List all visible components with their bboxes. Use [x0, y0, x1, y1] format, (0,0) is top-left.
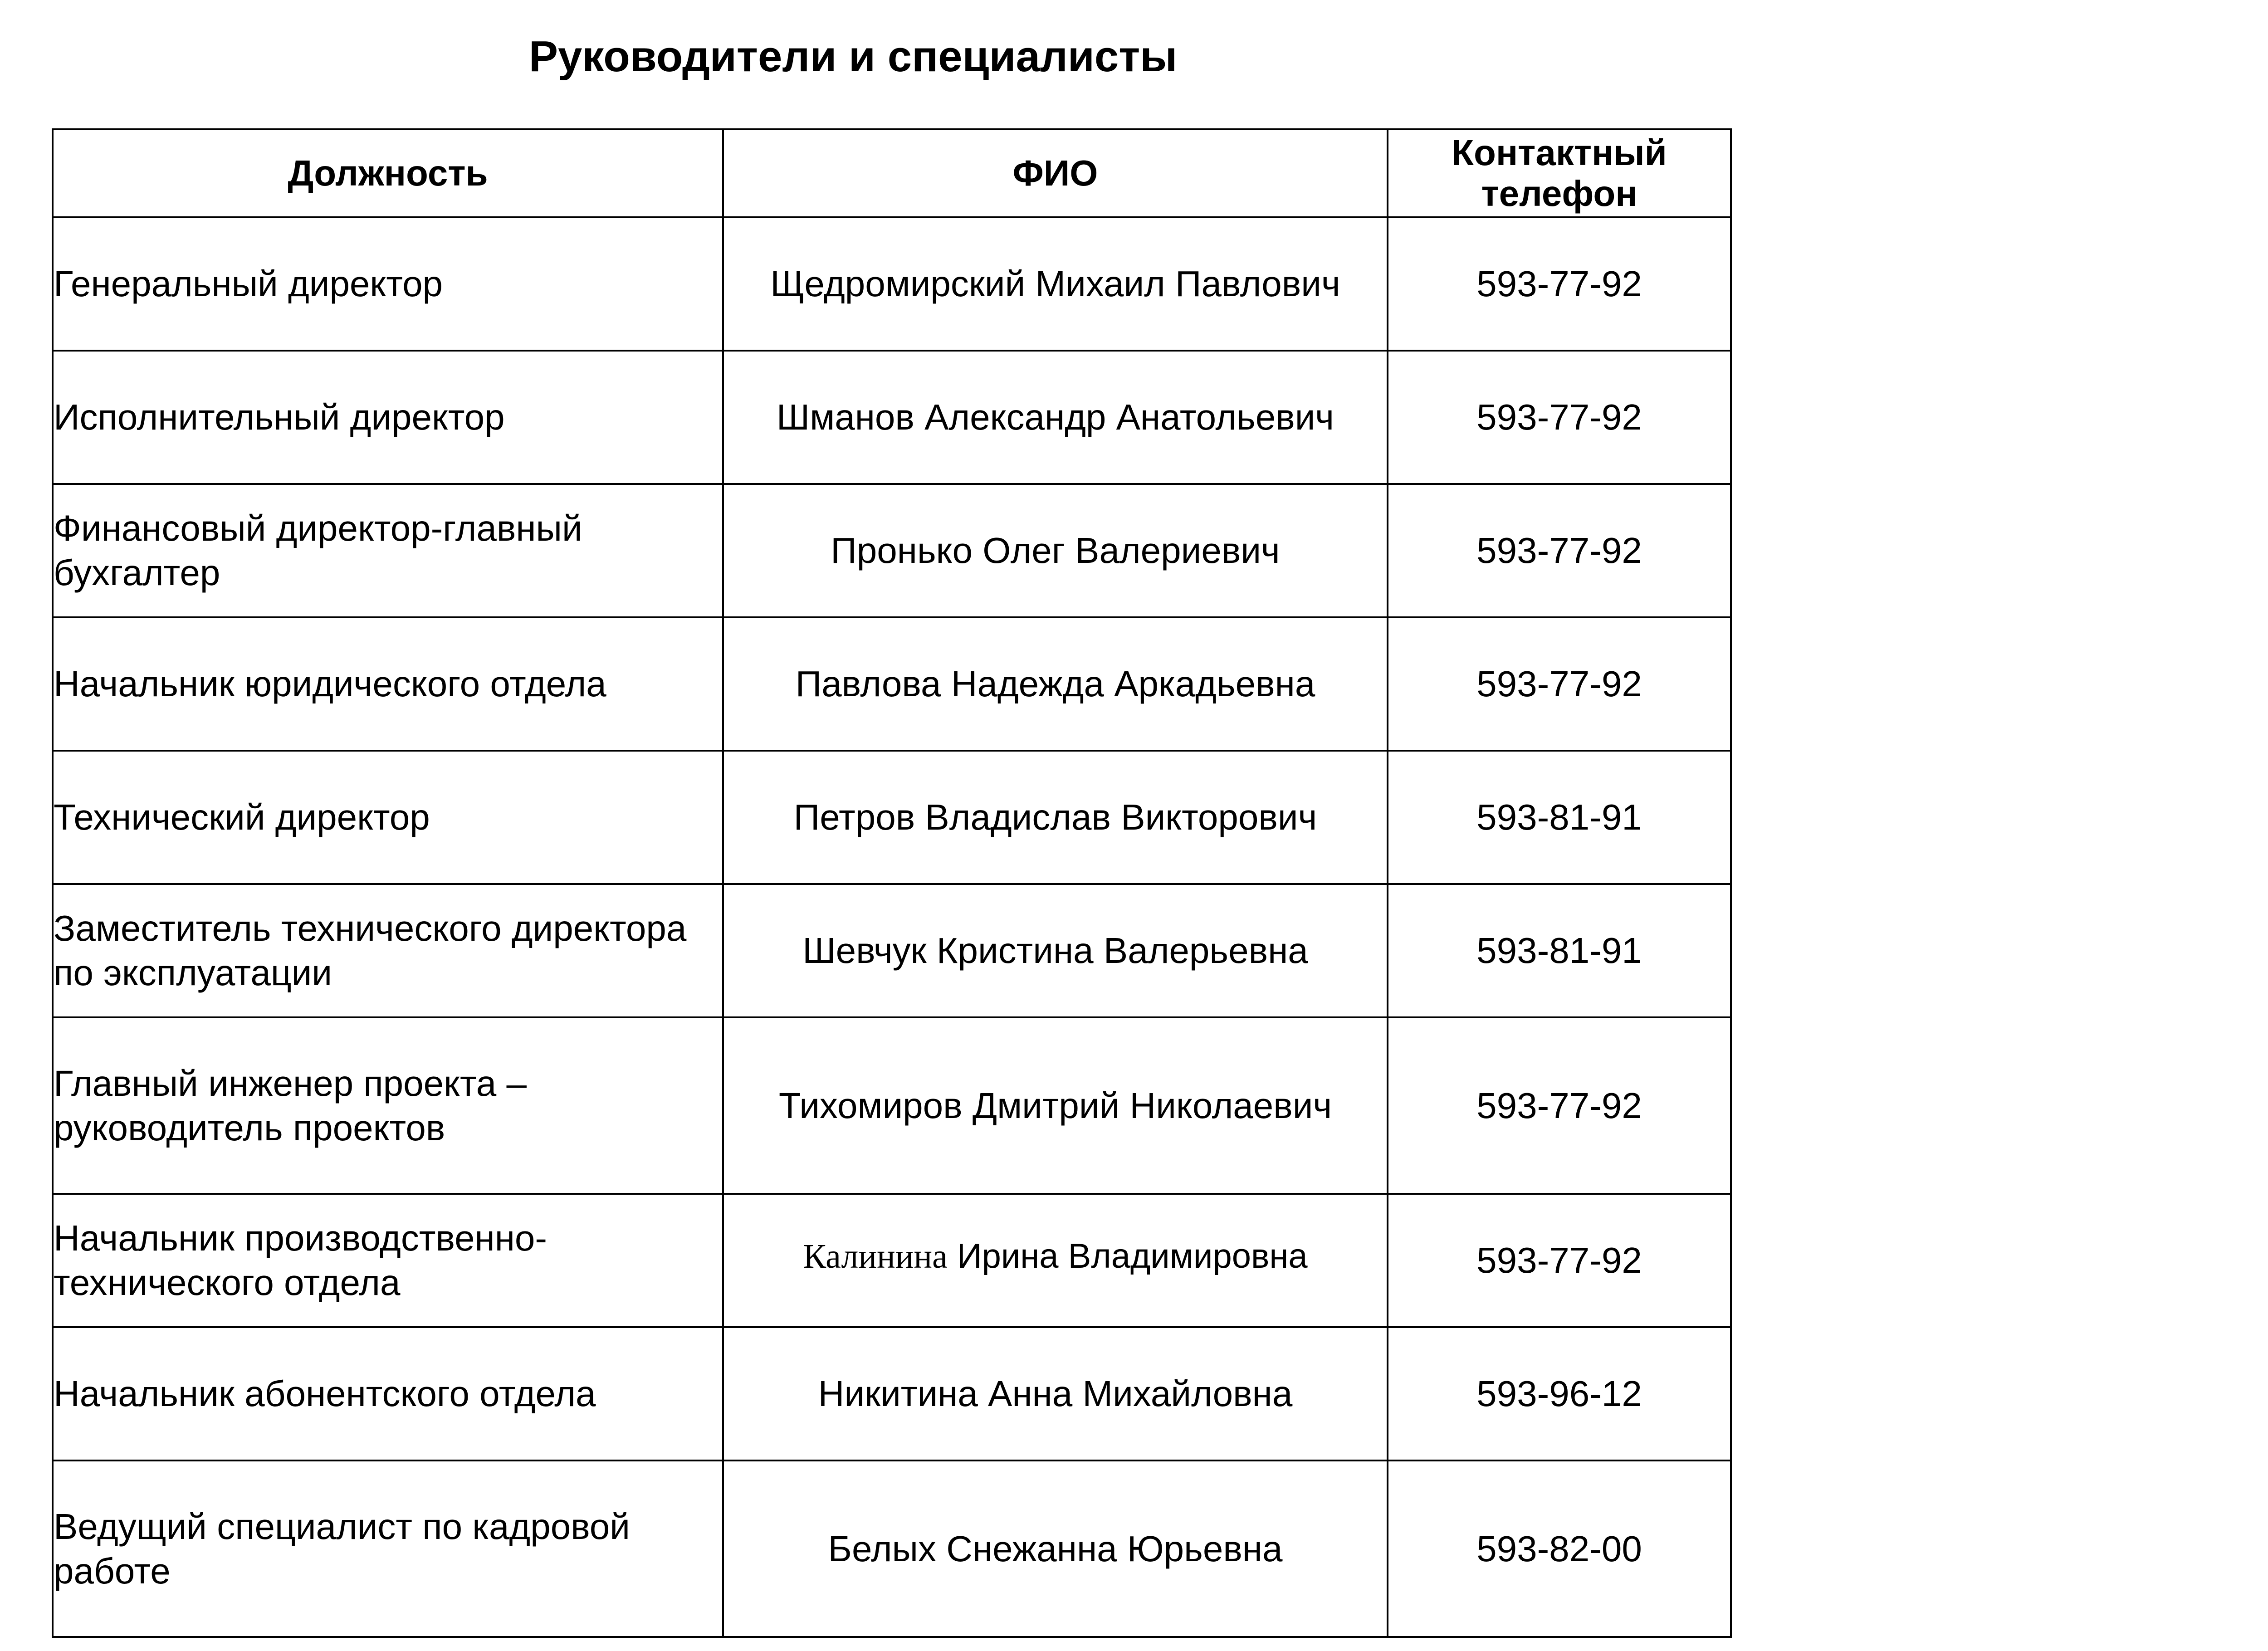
cell-name: Пронько Олег Валериевич: [723, 484, 1388, 617]
table-row: [53, 351, 1731, 484]
cell-phone: 593-81-91: [1388, 751, 1731, 884]
page-title: Руководители и специалисты: [529, 32, 1178, 81]
table-row: [53, 1327, 1731, 1460]
cell-name: [723, 1194, 1388, 1327]
header-name: ФИО: [723, 129, 1388, 217]
cell-phone: 593-77-92: [1388, 484, 1731, 617]
cell-name: Белых Снежанна Юрьевна: [723, 1460, 1388, 1637]
cell-position: Ведущий специалист по кадровой работе: [53, 1460, 723, 1637]
cell-phone: 593-77-92: [1388, 1194, 1731, 1327]
cell-position: Начальник юридического отдела: [53, 617, 723, 751]
cell-position: Генеральный директор: [53, 217, 723, 351]
cell-position: Исполнительный директор: [53, 351, 723, 484]
cell-name-given: Ирина Владимировна: [957, 1237, 1308, 1275]
cell-position: Начальник абонентского отдела: [53, 1327, 723, 1460]
cell-position: Главный инженер проекта – руководитель проектов: [53, 1017, 723, 1194]
cell-phone: 593-77-92: [1388, 1017, 1731, 1194]
cell-name: Щедромирский Михаил Павлович: [723, 217, 1388, 351]
table-header-row: [53, 129, 1731, 217]
cell-phone: 593-81-91: [1388, 884, 1731, 1017]
header-position: Должность: [53, 129, 723, 217]
table-row: [53, 617, 1731, 751]
cell-name-surname: Калинина: [803, 1237, 948, 1275]
cell-name: Шевчук Кристина Валерьевна: [723, 884, 1388, 1017]
cell-position: Финансовый директор-главный бухгалтер: [53, 484, 723, 617]
table-row: [53, 1194, 1731, 1327]
cell-name: Павлова Надежда Аркадьевна: [723, 617, 1388, 751]
cell-name-wrapper: [803, 1237, 1307, 1275]
table-row: [53, 884, 1731, 1017]
cell-phone: 593-96-12: [1388, 1327, 1731, 1460]
header-phone: [1388, 129, 1731, 217]
header-phone-label: Контактный телефон: [1452, 132, 1667, 214]
cell-name: Никитина Анна Михайловна: [723, 1327, 1388, 1460]
cell-position: Заместитель технического директора по эксплуатации: [53, 884, 723, 1017]
table-row: [53, 217, 1731, 351]
cell-position: Начальник производственно-технического отдела: [53, 1194, 723, 1327]
cell-name: Петров Владислав Викторович: [723, 751, 1388, 884]
table-row: [53, 751, 1731, 884]
staff-table: [52, 128, 1732, 1638]
cell-position: Технический директор: [53, 751, 723, 884]
cell-name: Тихомиров Дмитрий Николаевич: [723, 1017, 1388, 1194]
table-row: [53, 1460, 1731, 1637]
cell-phone: 593-77-92: [1388, 617, 1731, 751]
cell-name: Шманов Александр Анатольевич: [723, 351, 1388, 484]
table-row: [53, 1017, 1731, 1194]
table-row: [53, 484, 1731, 617]
cell-phone: 593-77-92: [1388, 217, 1731, 351]
cell-phone: 593-77-92: [1388, 351, 1731, 484]
cell-phone: 593-82-00: [1388, 1460, 1731, 1637]
